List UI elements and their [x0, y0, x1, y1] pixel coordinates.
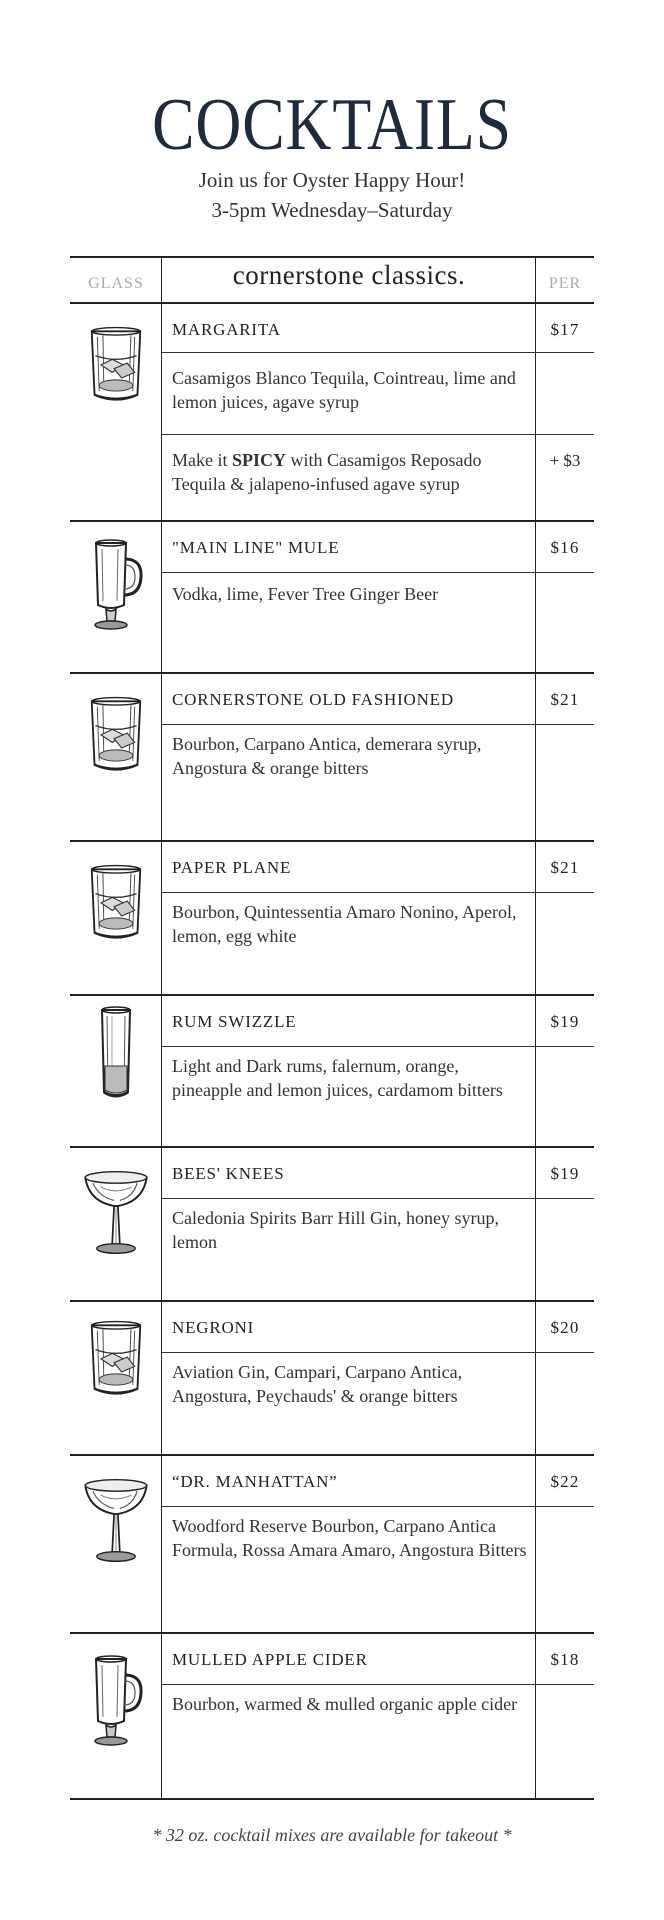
takeout-note: * 32 oz. cocktail mixes are available for takeout * — [152, 1825, 512, 1845]
rocks-glass-icon — [78, 322, 154, 406]
item-description: Aviation Gin, Campari, Carpano Antica, Angostura, Peychauds' & orange bitters — [172, 1362, 463, 1406]
menu-item — [70, 1632, 594, 1798]
divider — [162, 724, 594, 725]
item-price: $17 — [550, 320, 580, 339]
divider — [162, 1506, 594, 1507]
item-price: $21 — [550, 858, 580, 877]
coupe-glass-icon — [78, 1472, 154, 1568]
menu-item — [70, 1146, 594, 1300]
section-title: cornerstone classics. — [232, 260, 466, 290]
upgrade-price: + $3 — [549, 451, 581, 470]
divider — [162, 352, 594, 353]
item-name: BEES' KNEES — [172, 1164, 285, 1183]
divider — [162, 892, 594, 893]
item-name: CORNERSTONE OLD FASHIONED — [172, 690, 454, 709]
item-description: Casamigos Blanco Tequila, Cointreau, lime and lemon juices, agave syrup — [172, 368, 516, 412]
coupe-glass-icon — [78, 1164, 154, 1260]
table-bottom-border — [70, 1798, 594, 1800]
divider — [162, 1352, 594, 1353]
column-header-glass: GLASS — [88, 275, 144, 292]
item-name: RUM SWIZZLE — [172, 1012, 297, 1031]
spicy-emphasis: SPICY — [232, 450, 287, 470]
item-price: $20 — [550, 1318, 580, 1337]
item-description: Light and Dark rums, falernum, orange, pineapple and lemon juices, cardamom bitters — [172, 1056, 503, 1100]
page-title: COCKTAILS — [152, 84, 512, 166]
item-description: Vodka, lime, Fever Tree Ginger Beer — [172, 584, 439, 604]
spicy-upgrade-description: Make it SPICY with Casamigos Reposado Tequila & jalapeno-infused agave syrup — [172, 450, 482, 494]
irish-coffee-mug-icon — [78, 536, 154, 638]
rocks-glass-icon — [78, 1316, 154, 1400]
item-name: NEGRONI — [172, 1318, 255, 1337]
column-header-per: PER — [548, 275, 582, 292]
irish-coffee-mug-icon — [78, 1652, 154, 1754]
item-description: Bourbon, warmed & mulled organic apple cider — [172, 1694, 518, 1714]
divider — [162, 1198, 594, 1199]
divider — [162, 1046, 594, 1047]
item-description: Caledonia Spirits Barr Hill Gin, honey syrup, lemon — [172, 1208, 499, 1252]
item-price: $18 — [550, 1650, 580, 1669]
collins-glass-icon — [78, 1006, 154, 1106]
item-description: Woodford Reserve Bourbon, Carpano Antica Formula, Rossa Amara Amaro, Angostura Bitters — [172, 1516, 527, 1560]
item-price: $22 — [550, 1472, 580, 1491]
happy-hour-hours: 3-5pm Wednesday–Saturday — [211, 198, 453, 222]
menu-item — [70, 1300, 594, 1454]
menu-item — [70, 994, 594, 1146]
item-name: “DR. MANHATTAN” — [172, 1472, 338, 1491]
divider — [162, 1684, 594, 1685]
item-description: Bourbon, Carpano Antica, demerara syrup, Angostura & orange bitters — [172, 734, 482, 778]
item-price: $19 — [550, 1012, 580, 1031]
rocks-glass-icon — [78, 860, 154, 944]
table-top-border — [70, 256, 594, 258]
menu-item — [70, 302, 594, 520]
menu-item — [70, 672, 594, 840]
happy-hour-subtitle: Join us for Oyster Happy Hour! — [198, 168, 466, 192]
menu-item — [70, 840, 594, 994]
item-description: Bourbon, Quintessentia Amaro Nonino, Aperol, lemon, egg white — [172, 902, 517, 946]
item-price: $16 — [550, 538, 580, 557]
divider — [162, 572, 594, 573]
item-name: PAPER PLANE — [172, 858, 292, 877]
rocks-glass-icon — [78, 692, 154, 776]
item-price: $21 — [550, 690, 580, 709]
item-name: MULLED APPLE CIDER — [172, 1650, 368, 1669]
menu-item — [70, 1454, 594, 1632]
item-name: MARGARITA — [172, 320, 281, 339]
divider — [162, 434, 594, 435]
menu-item — [70, 520, 594, 672]
item-name: "MAIN LINE" MULE — [172, 538, 340, 557]
item-price: $19 — [550, 1164, 580, 1183]
